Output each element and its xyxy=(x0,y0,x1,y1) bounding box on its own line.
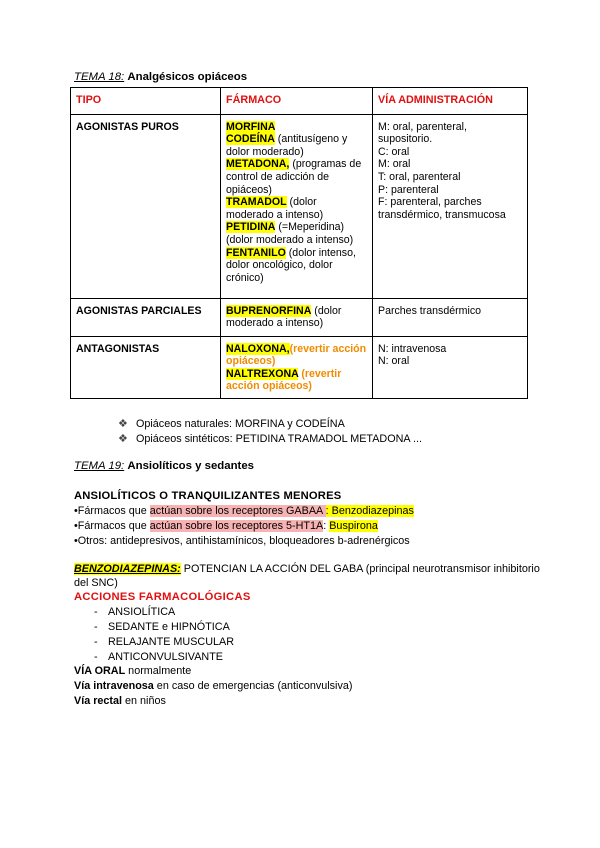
tipo-cell: AGONISTAS PARCIALES xyxy=(71,298,221,336)
via-text: en niños xyxy=(122,695,166,707)
via-cell xyxy=(373,298,528,336)
separator: : xyxy=(325,505,332,517)
via-cell xyxy=(373,336,528,398)
drug-note: (antitusígeno y dolor moderado) xyxy=(226,133,348,158)
ansioliticos-line: •Otros: antidepresivos, antihistamínicos, bloqueadores b-adrenérgicos xyxy=(74,535,410,547)
via-text: normalmente xyxy=(125,665,192,677)
list-item-text: ANSIOLÍTICA xyxy=(108,606,176,618)
via-line: T: oral, parenteral xyxy=(378,170,461,183)
drug-name: NALTREXONA xyxy=(226,367,299,380)
list-item-text: RELAJANTE MUSCULAR xyxy=(108,636,234,648)
tema19-title xyxy=(74,460,254,472)
drug-note: (dolor moderado a intenso) xyxy=(226,196,324,221)
diamond-bullet-icon: ❖ xyxy=(118,418,128,430)
opioid-table xyxy=(70,87,528,399)
farmaco-cell xyxy=(221,298,373,336)
via-line: Parches transdérmico xyxy=(378,304,482,317)
list-item: - ANTICONVULSIVANTE xyxy=(94,651,223,663)
ansioliticos-heading: ANSIOLÍTICOS O TRANQUILIZANTES MENORES xyxy=(74,490,342,502)
header-via: VÍA ADMINISTRACIÓN xyxy=(373,88,528,115)
via-text: en caso de emergencias (anticonvulsiva) xyxy=(153,680,353,692)
drug-name: FENTANILO xyxy=(226,246,286,259)
separator: : xyxy=(323,520,330,532)
benzo-label: BENZODIAZEPINAS: xyxy=(74,563,181,575)
via-line xyxy=(74,695,166,707)
header-tipo: TIPO xyxy=(71,88,221,115)
drug-note: (revertir acción opiáceos) xyxy=(226,342,367,368)
via-line xyxy=(74,680,352,692)
via-line: N: intravenosa xyxy=(378,342,447,355)
line-prefix: •Fármacos que xyxy=(74,520,150,532)
tipo-cell: AGONISTAS PUROS xyxy=(71,114,221,298)
acciones-heading: ACCIONES FARMACOLÓGICAS xyxy=(74,591,251,603)
list-item: - RELAJANTE MUSCULAR xyxy=(94,636,234,648)
drug-note: (revertir acción opiáceos) xyxy=(226,367,342,393)
list-item-text: ANTICONVULSIVANTE xyxy=(108,651,223,663)
tipo-cell: ANTAGONISTAS xyxy=(71,336,221,398)
table-row xyxy=(71,114,528,298)
drug-note: (dolor moderado a intenso) xyxy=(226,304,342,330)
benzo-paragraph xyxy=(74,562,544,590)
line-prefix: •Fármacos que xyxy=(74,505,150,517)
bullet-text: Opiáceos naturales: MORFINA y CODEÍNA xyxy=(136,418,345,430)
drug-highlight: Benzodiazepinas xyxy=(331,505,414,517)
via-line: M: oral xyxy=(378,158,411,171)
bullet-item xyxy=(118,432,422,445)
drug-name: METADONA, xyxy=(226,158,290,171)
bullet-text: Opiáceos sintéticos: PETIDINA TRAMADOL METADONA ... xyxy=(136,433,422,445)
drug-name: CODEÍNA xyxy=(226,133,275,146)
via-label: Vía rectal xyxy=(74,695,123,707)
receptor-highlight: actúan sobre los receptores GABAA xyxy=(149,505,326,517)
list-item: - SEDANTE e HIPNÓTICA xyxy=(94,621,230,633)
tema18-heading: Analgésicos opiáceos xyxy=(127,71,248,83)
benzo-text: POTENCIAN LA ACCIÓN DEL GABA xyxy=(180,563,363,575)
ansioliticos-line xyxy=(74,520,378,532)
tema19-heading: Ansiolíticos y sedantes xyxy=(127,460,254,472)
diamond-bullet-icon: ❖ xyxy=(118,433,128,445)
drug-note: (programas de control de adicción de opiáceos) xyxy=(226,158,362,196)
via-line: M: oral, parenteral, supositorio. xyxy=(378,120,467,146)
drug-name: NALOXONA, xyxy=(226,342,290,355)
drug-note: (=Meperidina) (dolor moderado a intenso) xyxy=(226,221,354,246)
via-line: C: oral xyxy=(378,145,410,158)
table-header-row xyxy=(71,88,528,115)
via-line: P: parenteral xyxy=(378,183,439,196)
list-item: - ANSIOLÍTICA xyxy=(94,606,176,618)
drug-name: PETIDINA xyxy=(226,221,276,234)
table-row xyxy=(71,336,528,398)
via-label: VÍA ORAL xyxy=(74,665,126,677)
bullet-item xyxy=(118,417,345,430)
drug-highlight: Buspirona xyxy=(329,520,378,532)
via-line: N: oral xyxy=(378,355,410,368)
table-row xyxy=(71,298,528,336)
farmaco-cell xyxy=(221,114,373,298)
tema19-label: TEMA 19: xyxy=(74,460,125,472)
farmaco-cell xyxy=(221,336,373,398)
tema18-label: TEMA 18: xyxy=(74,71,125,83)
via-line xyxy=(74,665,191,677)
list-item-text: SEDANTE e HIPNÓTICA xyxy=(108,621,230,633)
via-line: F: parenteral, parches transdérmico, transmucosa xyxy=(378,196,506,221)
drug-note: (dolor intenso, dolor oncológico, dolor crónico) xyxy=(226,246,356,284)
benzo-note: (principal neurotransmisor inhibitorio del SNC) xyxy=(74,563,540,589)
drug-name: MORFINA xyxy=(226,120,276,133)
tema18-title xyxy=(74,71,247,83)
ansioliticos-line xyxy=(74,505,414,517)
drug-name: BUPRENORFINA xyxy=(226,304,312,317)
drug-name: TRAMADOL xyxy=(226,196,287,209)
via-cell xyxy=(373,114,528,298)
receptor-highlight: actúan sobre los receptores 5-HT1A xyxy=(149,520,324,532)
via-label: Vía intravenosa xyxy=(74,680,154,692)
header-farmaco: FÁRMACO xyxy=(221,88,373,115)
